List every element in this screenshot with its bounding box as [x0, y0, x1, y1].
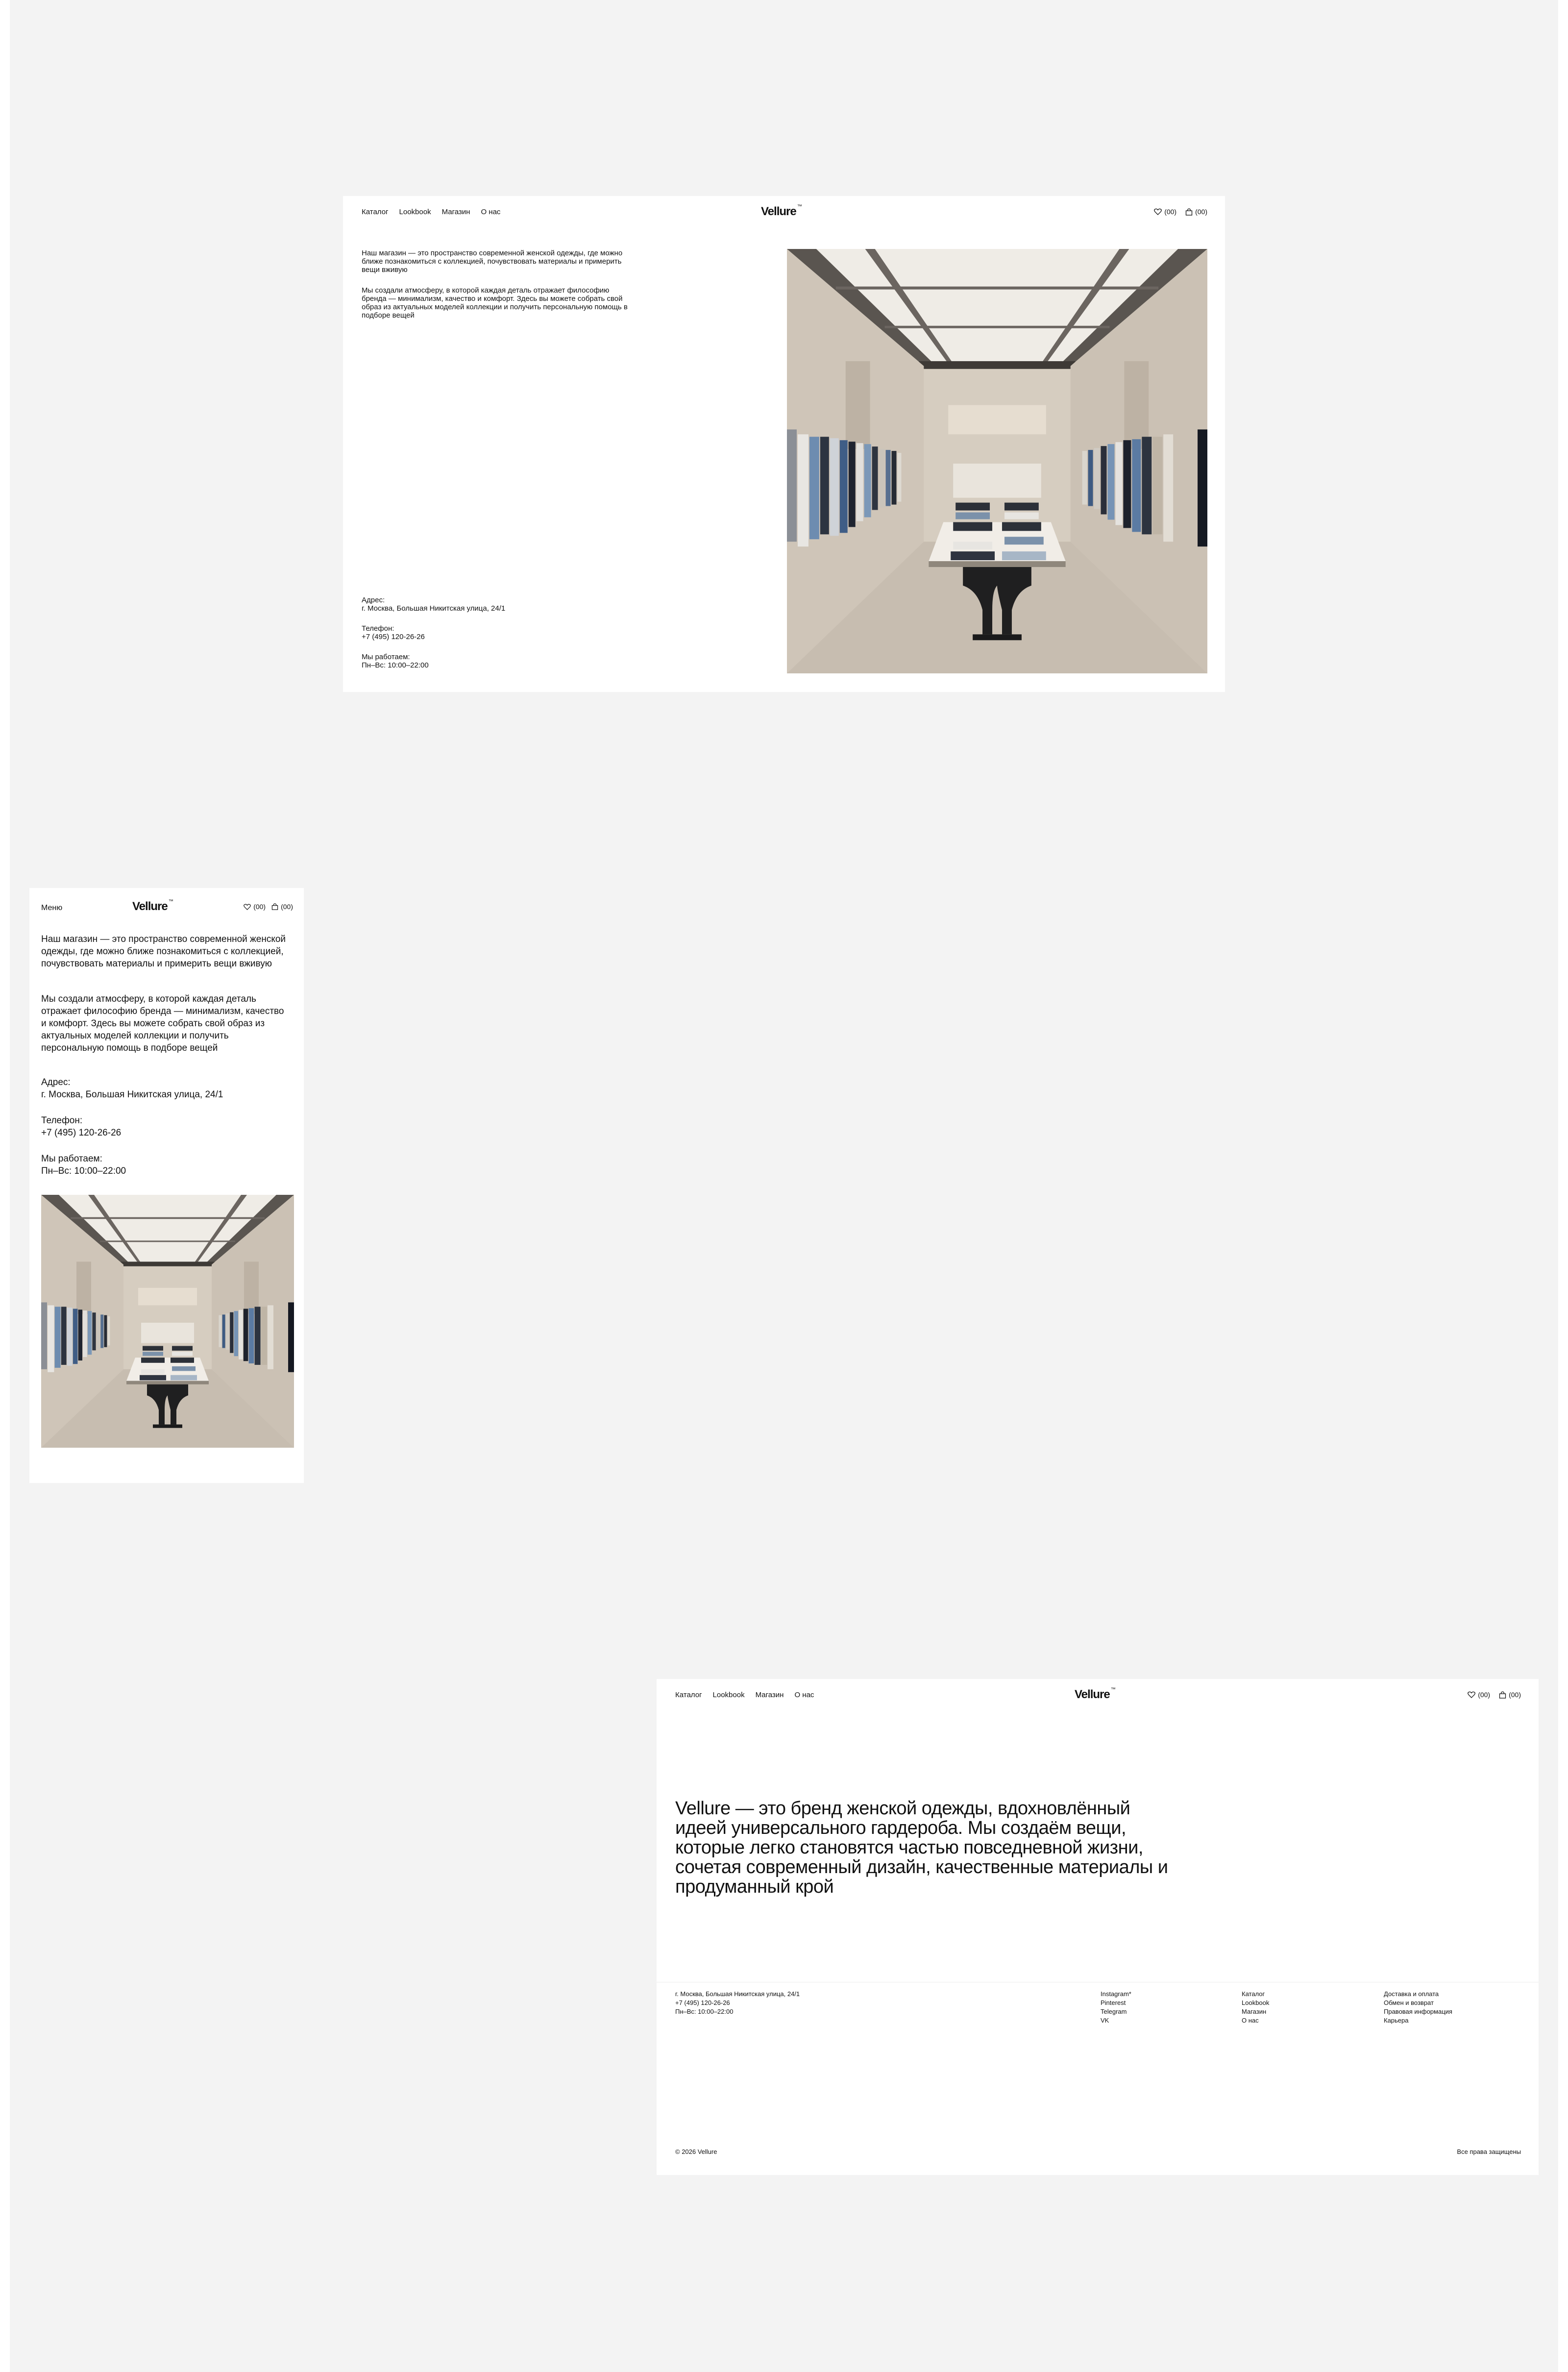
brand-logo[interactable] — [761, 205, 802, 219]
bag-icon — [271, 903, 278, 910]
footer-info-links — [1384, 1990, 1452, 2025]
nav-item-about[interactable]: О нас — [481, 208, 501, 216]
cart-button[interactable] — [271, 903, 293, 911]
hours-value: Пн–Вс: 10:00–22:00 — [41, 1166, 126, 1176]
favorites-count: (00) — [1164, 208, 1177, 216]
footer-link-instagram[interactable]: Instagram* — [1101, 1990, 1131, 1998]
store-interior-photo — [787, 249, 1207, 673]
footer-phone[interactable]: +7 (495) 120-26-26 — [675, 1999, 730, 2006]
store-hours — [362, 653, 607, 669]
cart-button[interactable] — [1499, 1691, 1521, 1699]
hours-value: Пн–Вс: 10:00–22:00 — [362, 661, 429, 669]
nav-item-store[interactable]: Магазин — [755, 1691, 784, 1699]
footer-address: г. Москва, Большая Никитская улица, 24/1 — [675, 1990, 800, 1998]
nav-item-catalog[interactable]: Каталог — [362, 208, 389, 216]
main-nav — [675, 1691, 814, 1699]
cart-count: (00) — [1509, 1691, 1521, 1699]
store-intro-text: Наш магазин — это пространство современной женской одежды, где можно ближе познакомиться с коллекцией, почувствовать материалы и примерить вещи вживую — [362, 249, 623, 274]
phone-value[interactable]: +7 (495) 120-26-26 — [362, 633, 425, 641]
footer-link-pinterest[interactable]: Pinterest — [1101, 1999, 1126, 2006]
header-icons — [1154, 208, 1207, 216]
address-label: Адрес: — [41, 1077, 71, 1087]
store-address — [41, 1076, 291, 1101]
footer-link-legal[interactable]: Правовая информация — [1384, 2008, 1452, 2015]
nav-item-store[interactable]: Магазин — [441, 208, 470, 216]
hours-label: Мы работаем: — [41, 1154, 102, 1164]
favorites-button[interactable] — [1468, 1691, 1490, 1699]
store-hours — [41, 1153, 291, 1177]
store-address — [362, 596, 607, 613]
footer-link-careers[interactable]: Карьера — [1384, 2017, 1409, 2024]
store-about-text: Мы создали атмосферу, в которой каждая деталь отражает философию бренда — минимализм, качество и комфорт. Здесь вы можете собрать свой образ из актуальных моделей коллекции и получить персональную помощь в подборе вещей — [362, 286, 628, 320]
favorites-count: (00) — [253, 903, 266, 911]
desktop-store-page — [343, 196, 1225, 692]
menu-button[interactable]: Меню — [41, 904, 63, 912]
footer-contacts — [675, 1990, 920, 2016]
brand-name: Vellure — [1075, 1688, 1110, 1701]
header-icons — [1468, 1691, 1521, 1699]
heart-icon — [1154, 208, 1162, 215]
trademark: ™ — [797, 204, 802, 209]
heart-icon — [244, 904, 251, 910]
about-headline: Vellure — это бренд женской одежды, вдохновлённый идеей универсального гардероба. Мы создаём вещи, которые легко становятся частью повседневной жизни, сочетая современный дизайн, качественные материалы и продуманный крой — [675, 1798, 1168, 1897]
mobile-store-page — [29, 888, 304, 1483]
brand-logo[interactable] — [1075, 1688, 1115, 1702]
favorites-button[interactable] — [244, 903, 266, 911]
address-value: г. Москва, Большая Никитская улица, 24/1 — [362, 604, 506, 613]
store-interior-photo — [41, 1195, 294, 1448]
store-phone — [362, 624, 607, 641]
footer-hours: Пн–Вс: 10:00–22:00 — [675, 2008, 734, 2015]
footer-link-catalog[interactable]: Каталог — [1242, 1990, 1265, 1998]
address-value: г. Москва, Большая Никитская улица, 24/1 — [41, 1089, 223, 1100]
nav-item-lookbook[interactable]: Lookbook — [712, 1691, 745, 1699]
copyright: © 2026 Vellure — [675, 2148, 717, 2155]
desktop-about-page — [657, 1679, 1539, 2175]
footer-link-store[interactable]: Магазин — [1242, 2008, 1267, 2015]
favorites-button[interactable] — [1154, 208, 1176, 216]
cart-count: (00) — [281, 903, 293, 911]
nav-item-catalog[interactable]: Каталог — [675, 1691, 702, 1699]
brand-name: Vellure — [761, 205, 796, 218]
phone-value[interactable]: +7 (495) 120-26-26 — [41, 1128, 122, 1138]
mockup-canvas — [10, 0, 1558, 2372]
footer-link-returns[interactable]: Обмен и возврат — [1384, 1999, 1434, 2006]
bag-icon — [1499, 1691, 1506, 1699]
store-intro-text: Наш магазин — это пространство современной женской одежды, где можно ближе познакомиться с коллекцией, почувствовать материалы и примерить вещи вживую — [41, 934, 286, 969]
footer-site-links — [1242, 1990, 1269, 2025]
footer-link-delivery[interactable]: Доставка и оплата — [1384, 1990, 1439, 1998]
hours-label: Мы работаем: — [362, 653, 410, 661]
trademark: ™ — [1110, 1687, 1115, 1692]
nav-item-lookbook[interactable]: Lookbook — [399, 208, 431, 216]
store-about-text: Мы создали атмосферу, в которой каждая деталь отражает философию бренда — минимализм, качество и комфорт. Здесь вы можете собрать свой образ из актуальных моделей коллекции и получить персональную помощь в подборе вещей — [41, 994, 284, 1053]
address-label: Адрес: — [362, 596, 385, 604]
header-icons-mobile — [244, 903, 293, 911]
footer-link-vk[interactable]: VK — [1101, 2017, 1109, 2024]
favorites-count: (00) — [1478, 1691, 1491, 1699]
store-phone — [41, 1114, 291, 1139]
nav-item-about[interactable]: О нас — [794, 1691, 814, 1699]
brand-logo-mobile[interactable] — [132, 900, 173, 914]
footer-link-about[interactable]: О нас — [1242, 2017, 1259, 2024]
main-nav — [362, 208, 500, 216]
brand-name: Vellure — [132, 900, 168, 913]
bag-icon — [1185, 208, 1193, 216]
phone-label: Телефон: — [41, 1115, 83, 1126]
footer-link-telegram[interactable]: Telegram — [1101, 2008, 1127, 2015]
heart-icon — [1468, 1691, 1475, 1698]
footer-link-lookbook[interactable]: Lookbook — [1242, 1999, 1270, 2006]
phone-label: Телефон: — [362, 624, 394, 633]
rights-reserved: Все права защищены — [1457, 2148, 1521, 2155]
trademark: ™ — [168, 899, 173, 904]
cart-button[interactable] — [1185, 208, 1207, 216]
cart-count: (00) — [1195, 208, 1207, 216]
footer-social — [1101, 1990, 1131, 2025]
